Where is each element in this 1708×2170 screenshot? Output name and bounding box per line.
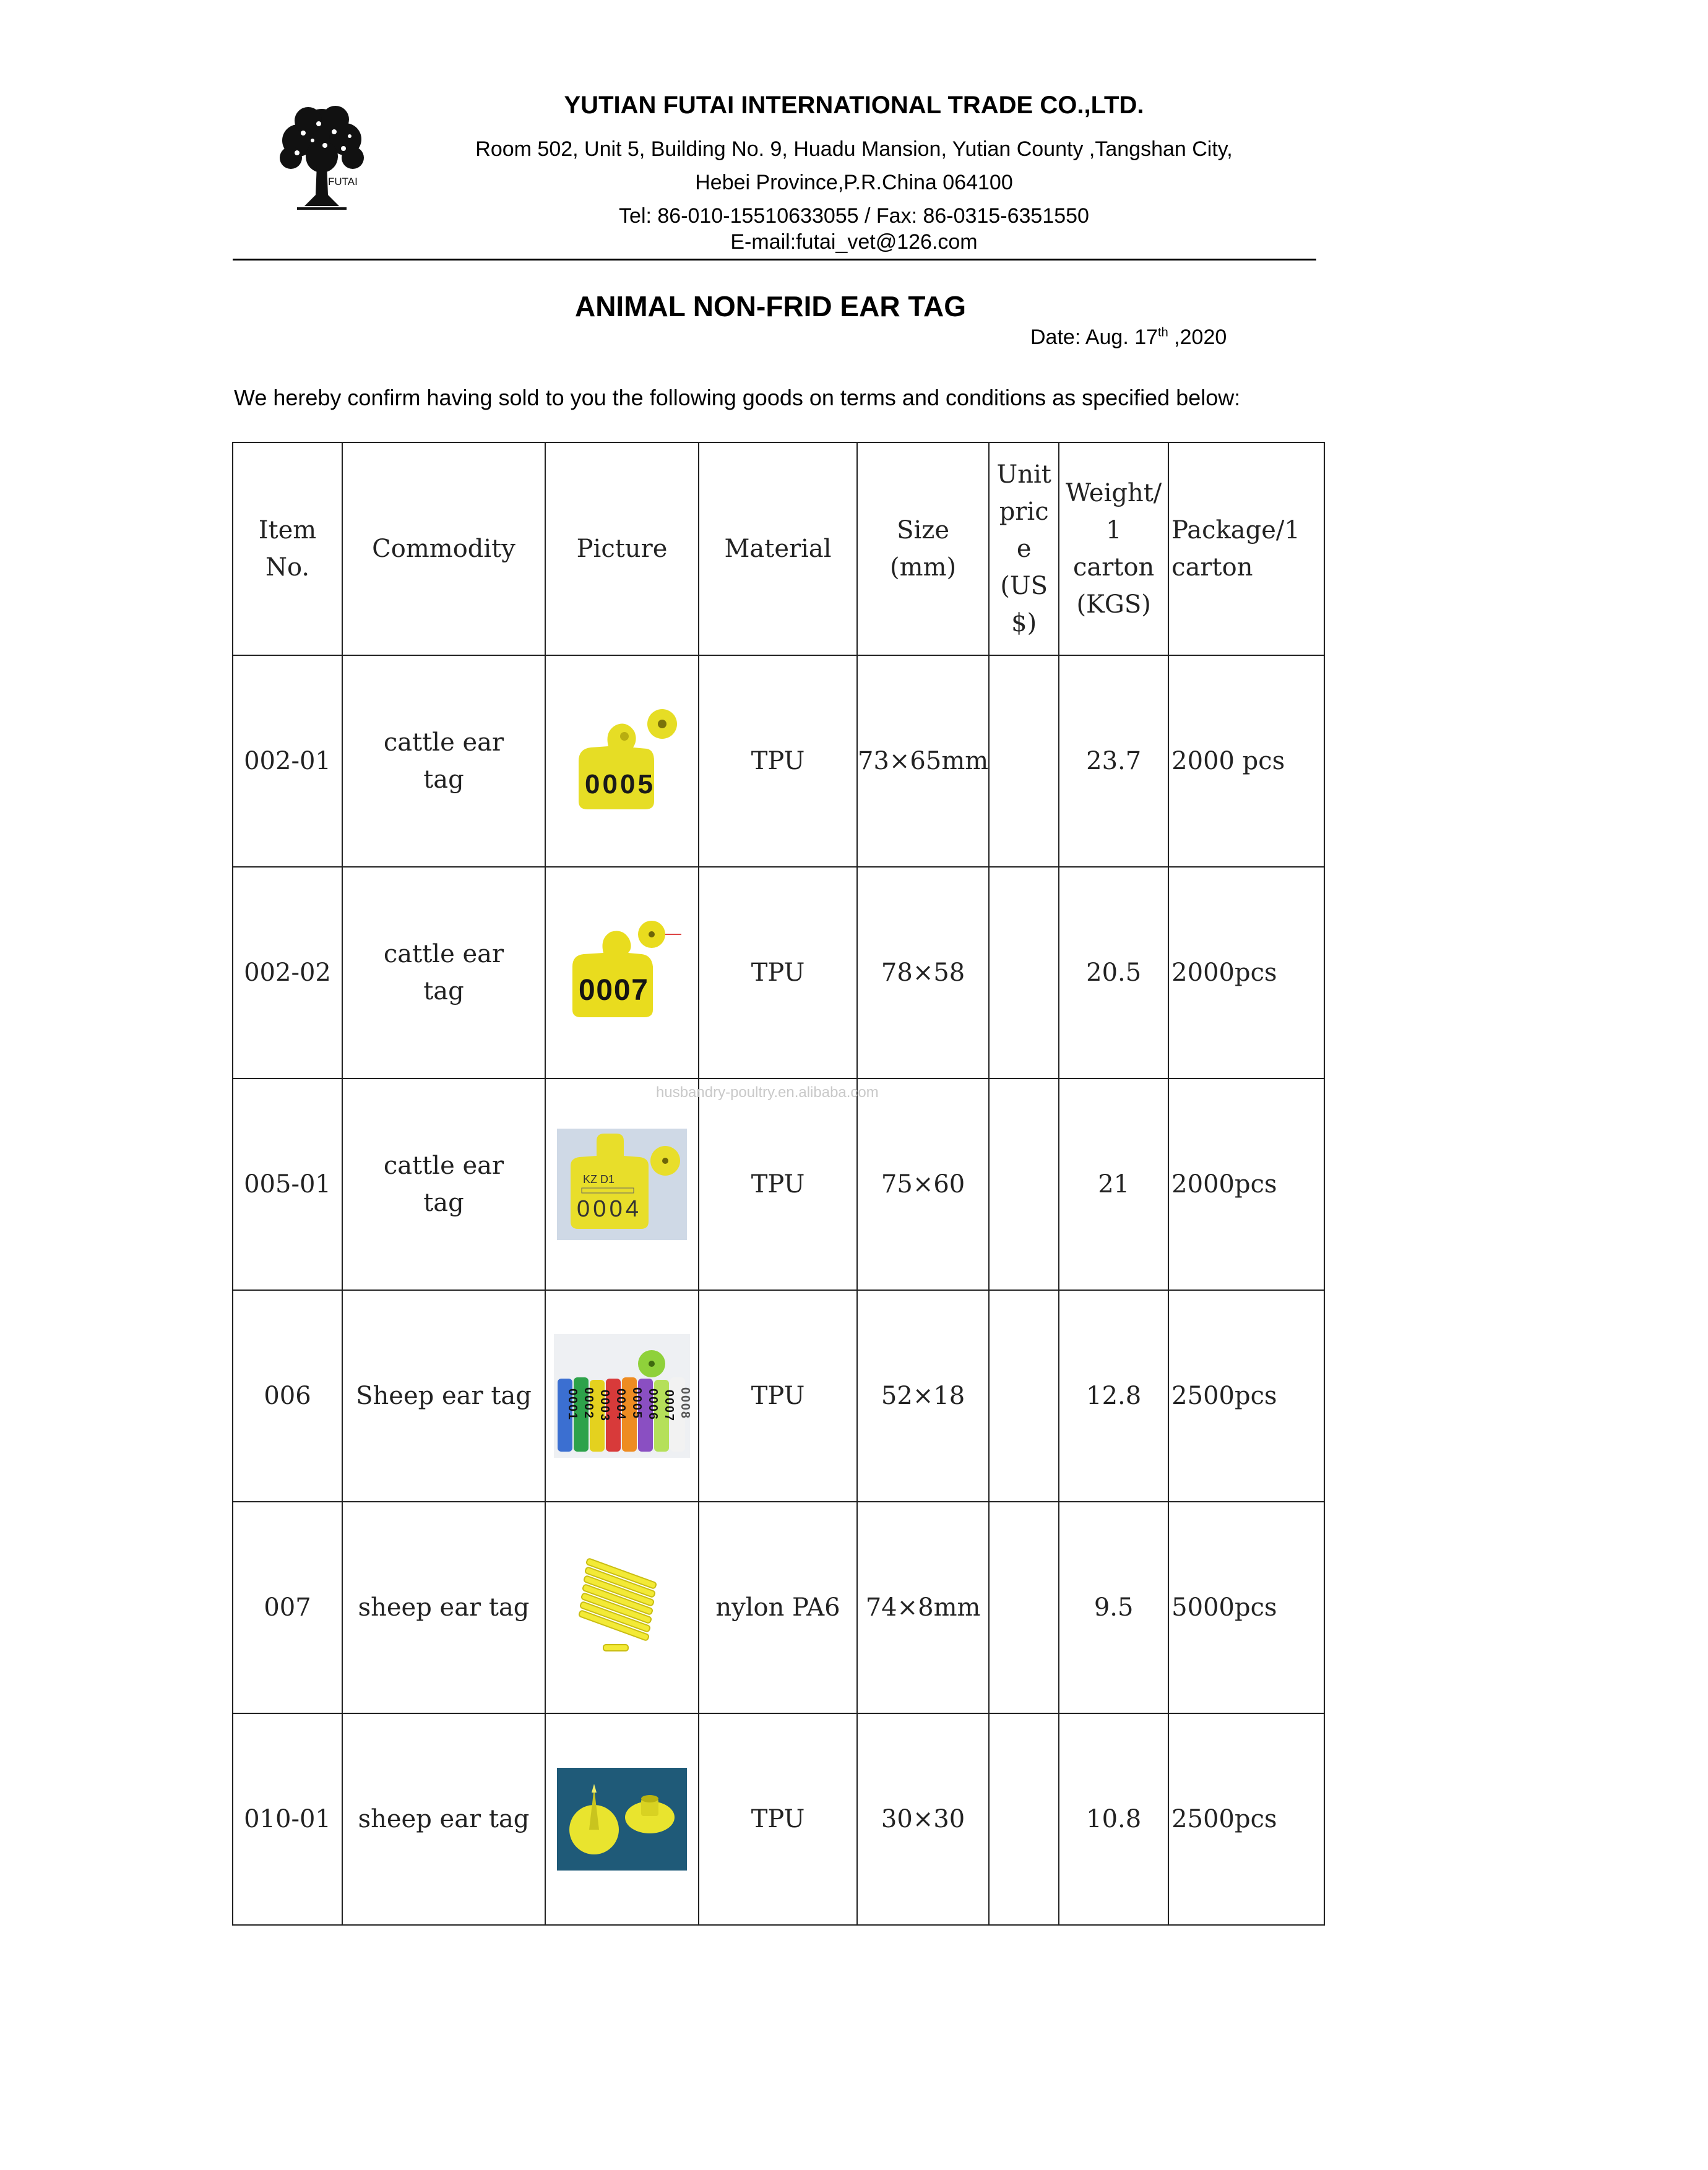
header-item-no: Item No. [233, 442, 342, 655]
size: 73×65mm [857, 655, 989, 867]
tag-number: 0001 [566, 1389, 579, 1419]
package: 5000pcs [1168, 1502, 1324, 1713]
product-picture [545, 655, 699, 867]
table-row [233, 1079, 1324, 1290]
cattle-ear-tag-icon [557, 1129, 687, 1240]
button-ear-tag-icon [557, 1768, 687, 1871]
commodity: cattle ear tag [342, 867, 545, 1079]
material: TPU [699, 867, 857, 1079]
tag-number: 0007 [579, 974, 648, 1007]
commodity: Sheep ear tag [342, 1290, 545, 1502]
company-address-line2: Hebei Province,P.R.China 064100 [695, 171, 1013, 194]
item-no: 007 [233, 1502, 342, 1713]
header-package: Package/1 carton [1168, 442, 1324, 655]
header-unit-price: Unit pric e (US $) [989, 442, 1059, 655]
tag-number: 0008 [678, 1387, 692, 1418]
table-header-row [233, 442, 1324, 655]
header-commodity: Commodity [342, 442, 545, 655]
company-contact: Tel: 86-010-15510633055 / Fax: 86-0315-6351550 [619, 204, 1089, 228]
tag-number: 0006 [646, 1389, 660, 1419]
goods-table [232, 442, 1325, 1926]
material: TPU [699, 1079, 857, 1290]
header-size: Size (mm) [857, 442, 989, 655]
table-row [233, 867, 1324, 1079]
package: 2500pcs [1168, 1290, 1324, 1502]
header-divider [233, 259, 1316, 260]
material: TPU [699, 655, 857, 867]
product-picture [545, 867, 699, 1079]
document-title: ANIMAL NON-FRID EAR TAG [574, 290, 967, 322]
item-no: 002-02 [233, 867, 342, 1079]
table-row [233, 1502, 1324, 1713]
size: 52×18 [857, 1290, 989, 1502]
product-picture [545, 1079, 699, 1290]
company-address-line1: Room 502, Unit 5, Building No. 9, Huadu Mansion, Yutian County ,Tangshan City, [475, 137, 1233, 161]
logo-text: FUTAI [328, 176, 358, 187]
commodity: cattle ear tag [342, 1079, 545, 1290]
material: nylon PA6 [699, 1502, 857, 1713]
weight: 20.5 [1059, 867, 1168, 1079]
weight: 21 [1059, 1079, 1168, 1290]
commodity: sheep ear tag [342, 1502, 545, 1713]
weight: 9.5 [1059, 1502, 1168, 1713]
item-no: 006 [233, 1290, 342, 1502]
weight: 12.8 [1059, 1290, 1168, 1502]
table-row [233, 1713, 1324, 1925]
intro-text: We hereby confirm having sold to you the following goods on terms and conditions as specified below: [234, 385, 1241, 410]
cattle-ear-tag-icon [560, 911, 684, 1035]
unit-price [989, 867, 1059, 1079]
size: 74×8mm [857, 1502, 989, 1713]
package: 2000pcs [1168, 867, 1324, 1079]
watermark: husbandry-poultry.en.alibaba.com [656, 1084, 879, 1101]
package: 2500pcs [1168, 1713, 1324, 1925]
commodity: cattle ear tag [342, 655, 545, 867]
cattle-ear-tag-icon [560, 699, 684, 823]
item-no: 002-01 [233, 655, 342, 867]
commodity: sheep ear tag [342, 1713, 545, 1925]
package: 2000 pcs [1168, 655, 1324, 867]
header-picture: Picture [545, 442, 699, 655]
table-row [233, 655, 1324, 867]
unit-price [989, 1290, 1059, 1502]
material: TPU [699, 1290, 857, 1502]
size: 78×58 [857, 867, 989, 1079]
tag-number: 0005 [585, 769, 653, 799]
header-weight: Weight/ 1 carton (KGS) [1059, 442, 1168, 655]
unit-price [989, 1079, 1059, 1290]
table-row [233, 1290, 1324, 1502]
tag-number: 0002 [582, 1387, 595, 1418]
weight: 10.8 [1059, 1713, 1168, 1925]
company-name: YUTIAN FUTAI INTERNATIONAL TRADE CO.,LTD. [564, 92, 1144, 119]
tag-number: 0007 [662, 1390, 676, 1421]
document-date: Date: Aug. 17th ,2020 [1030, 325, 1227, 349]
sheep-ear-tags-icon [554, 1334, 690, 1458]
company-email: E-mail:futai_vet@126.com [730, 230, 978, 254]
package: 2000pcs [1168, 1079, 1324, 1290]
product-picture [545, 1290, 699, 1502]
material: TPU [699, 1713, 857, 1925]
size: 75×60 [857, 1079, 989, 1290]
unit-price [989, 1713, 1059, 1925]
tag-code: KZ D1 [583, 1173, 615, 1186]
unit-price [989, 655, 1059, 867]
unit-price [989, 1502, 1059, 1713]
weight: 23.7 [1059, 655, 1168, 867]
tag-number: 0005 [630, 1387, 644, 1418]
product-picture [545, 1502, 699, 1713]
item-no: 010-01 [233, 1713, 342, 1925]
tag-number: 0004 [577, 1196, 639, 1222]
product-picture [545, 1713, 699, 1925]
header-material: Material [699, 442, 857, 655]
tag-number: 0003 [598, 1390, 611, 1421]
item-no: 005-01 [233, 1079, 342, 1290]
nylon-ear-tag-strip-icon [560, 1552, 684, 1663]
tag-number: 0004 [614, 1389, 628, 1419]
size: 30×30 [857, 1713, 989, 1925]
